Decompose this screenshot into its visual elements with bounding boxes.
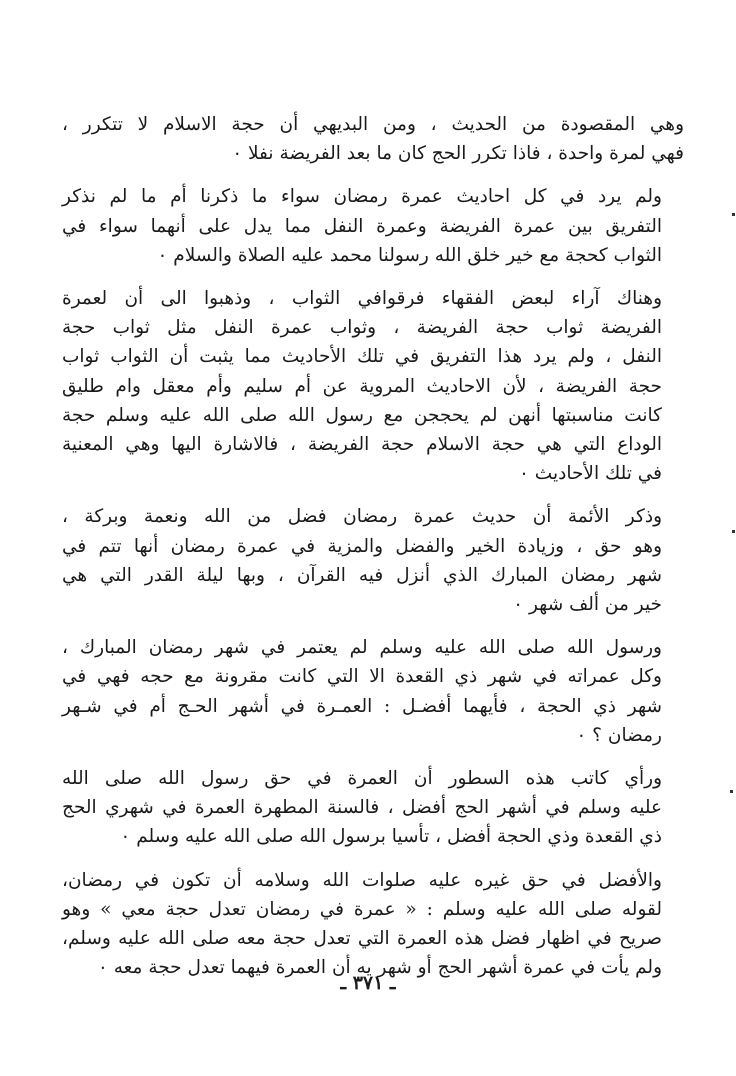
text-line: وكل عمراته في شهر ذي القعدة الا التي كانت مقرونة مع حجه فهي في [62,666,662,688]
text-line: ولم يرد في كل احاديث عمرة رمضان سواء ما ذكرنا أم ما لم نذكر [62,186,662,208]
text-line: وهناك آراء لبعض الفقهاء فرقوافي الثواب ، وذهبوا الى أن لعمرة [62,288,662,310]
paragraph [62,502,684,619]
text-line: رمضان ؟ ٠ [576,724,662,746]
text-line: الوداع التي هي حجة الاسلام حجة الفريضة ، فالاشارة اليها وهي المعنية [62,434,662,456]
paragraph [62,633,684,750]
body-text [62,110,684,996]
text-line: النفل ، ولم يرد هذا التفريق في تلك الأحاديث مما يثبت أن الثواب ثواب [62,346,662,368]
text-line: كانت مناسبتها أنهن لم يحججن مع رسول الله صلى الله عليه وسلم حجة [62,404,662,426]
text-line: وهو حق ، وزيادة الخير والفضل والمزية في عمرة رمضان أنها تتم في [62,535,662,557]
text-line: التفريق بين عمرة الفريضة وعمرة النفل مما يدل على أنهما سواء في [62,215,662,237]
paragraph [62,284,684,488]
text-line: الفريضة ثواب حجة الفريضة ، وثواب عمرة النفل مثل ثواب حجة [62,317,662,339]
paragraph [62,764,684,852]
paragraph [62,182,684,270]
scan-speck [732,213,735,216]
text-line: شهر رمضان المبارك الذي أنزل فيه القرآن ، وبها ليلة القدر التي هي [62,564,662,586]
page-number: ـ ٣٧١ ـ [340,972,396,994]
text-line: فهي لمرة واحدة ، فاذا تكرر الحج كان ما بعد الفريضة نفلا ٠ [232,143,684,165]
text-line: الثواب كحجة مع خير خلق الله رسولنا محمد عليه الصلاة والسلام ٠ [157,244,662,266]
text-line: وذكر الأئمة أن حديث عمرة رمضان فضل من الله ونعمة وبركة ، [62,506,662,528]
paragraph [62,866,684,983]
text-line: شهر ذي الحجة ، فأيهما أفضـل : العمـرة في أشهر الحـج أم في شـهر [62,695,662,717]
text-line: وهي المقصودة من الحديث ، ومن البديهي أن حجة الاسلام لا تتكرر ، [62,114,684,135]
text-line: حجة الفريضة ، لأن الاحاديث المروية عن أم سليم وأم معقل وام طليق [62,375,662,397]
text-line: ولم يأت في عمرة أشهر الحج أو شهر يه أن العمرة فيهما تعدل حجة معه ٠ [97,957,662,979]
text-line: عليه وسلم في أشهر الحج أفضل ، فالسنة المطهرة العمرة في شهري الحج [62,797,662,819]
text-line: لقوله صلى الله عليه وسلم : « عمرة في رمضان تعدل حجة معي » وهو [62,898,662,920]
text-line: خير من ألف شهر ٠ [513,594,662,616]
text-line: ذي القعدة وذي الحجة أفضل ، تأسيا برسول الله صلى الله عليه وسلم ٠ [120,826,662,848]
text-line: صريح في اظهار فضل هذه العمرة التي تعدل حجة معه صلى الله عليه وسلم، [62,928,662,950]
scan-speck [732,530,735,533]
paragraph [62,110,684,168]
text-line: ورأي كاتب هذه السطور أن العمرة في حق رسول الله صلى الله [62,768,663,790]
text-line: في تلك الأحاديث ٠ [518,463,662,485]
text-line: والأفضل في حق غيره عليه صلوات الله وسلامه أن تكون في رمضان، [62,869,662,891]
scan-speck [730,790,733,793]
text-line: ورسول الله صلى الله عليه وسلم لم يعتمر في شهر رمضان المبارك ، [62,637,662,659]
